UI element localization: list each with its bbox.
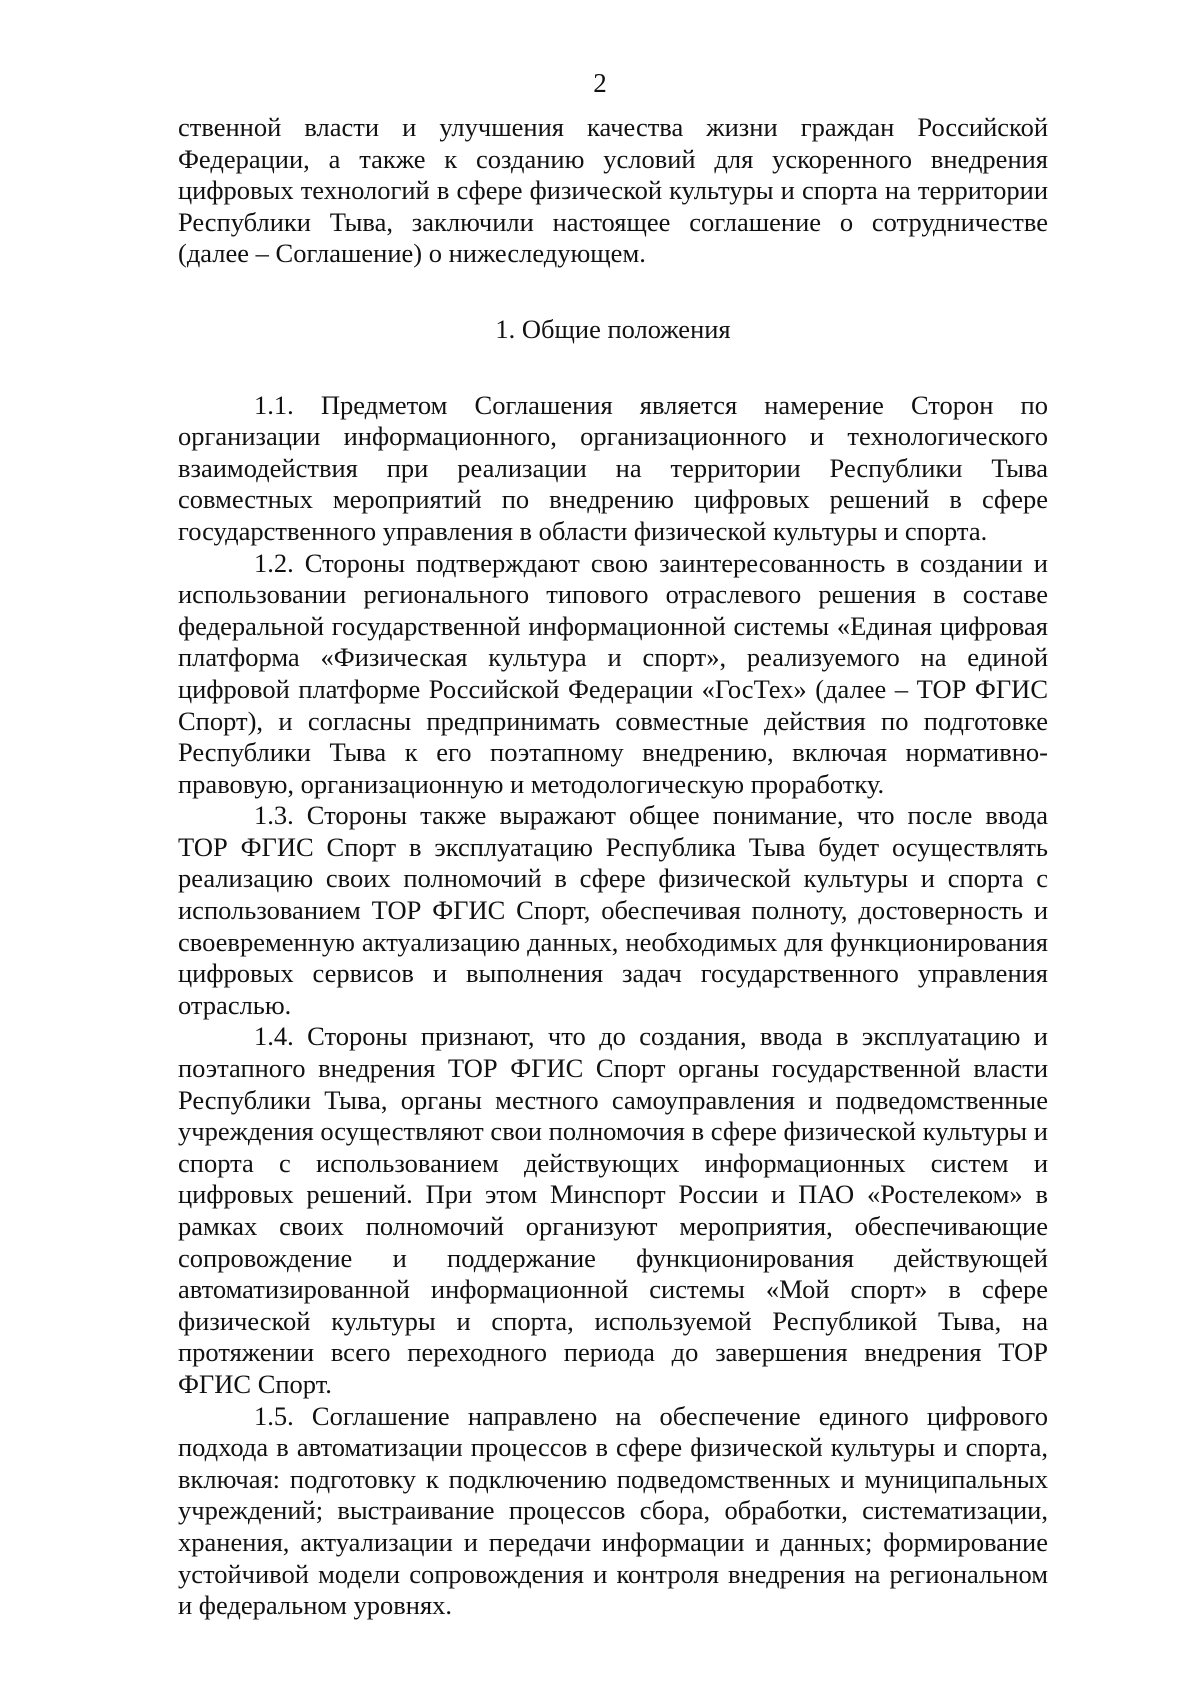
paragraph-1-1: 1.1. Предметом Соглашения является намерение Сторон по организации информационного, организационного и технологического взаимодействия при реализации на территории Республики Тыва совместных мероприятий по внедрению цифровых решений в сфере государственного управления в области физической культуры и спорта. xyxy=(178,389,1048,546)
paragraph-1-2: 1.2. Стороны подтверждают свою заинтересованность в создании и использовании регионального типового отраслевого решения в составе федеральной государственной информационной системы «Единая цифровая платформа «Физическая культура и спорт», реализуемого на единой цифровой платформе Российской Федерации «ГосТех» (далее – ТОР ФГИС Спорт), и согласны предпринимать совместные действия по подготовке Республики Тыва к его поэтапному внедрению, включая нормативно-правовую, организационную и методологическую проработку. xyxy=(178,547,1048,799)
paragraph-1-3: 1.3. Стороны также выражают общее понимание, что после ввода ТОР ФГИС Спорт в эксплуатацию Республика Тыва будет осуществлять реализацию своих полномочий в сфере физической культуры и спорта с использованием ТОР ФГИС Спорт, обеспечивая полноту, достоверность и своевременную актуализацию данных, необходимых для функционирования цифровых сервисов и выполнения задач государственного управления отраслью. xyxy=(178,800,1048,1020)
document-body xyxy=(178,112,1048,1622)
page-number: 2 xyxy=(593,68,607,98)
paragraph-1-4: 1.4. Стороны признают, что до создания, ввода в эксплуатацию и поэтапного внедрения ТОР ФГИС Спорт органы государственной власти Республики Тыва, органы местного самоуправления и подведомственные учреждения осуществляют свои полномочия в сфере физической культуры и спорта с использованием действующих информационных систем и цифровых решений. При этом Минспорт России и ПАО «Ростелеком» в рамках своих полномочий организуют мероприятия, обеспечивающие сопровождение и поддержание функционирования действующей автоматизированной информационной системы «Мой спорт» в сфере физической культуры и спорта, используемой Республикой Тыва, на протяжении всего переходного периода до завершения внедрения ТОР ФГИС Спорт. xyxy=(178,1021,1048,1399)
section-heading: 1. Общие положения xyxy=(495,313,731,344)
intro-paragraph: ственной власти и улучшения качества жизни граждан Российской Федерации, а также к созданию условий для ускоренного внедрения цифровых технологий в сфере физической культуры и спорта на территории Республики Тыва, заключили настоящее соглашение о сотрудничестве (далее – Соглашение) о нижеследующем. xyxy=(178,112,1048,269)
paragraph-1-5: 1.5. Соглашение направлено на обеспечение единого цифрового подхода в автоматизации процессов в сфере физической культуры и спорта, включая: подготовку к подключению подведомственных и муниципальных учреждений; выстраивание процессов сбора, обработки, систематизации, хранения, актуализации и передачи информации и данных; формирование устойчивой модели сопровождения и контроля внедрения на региональном и федеральном уровнях. xyxy=(178,1400,1048,1621)
